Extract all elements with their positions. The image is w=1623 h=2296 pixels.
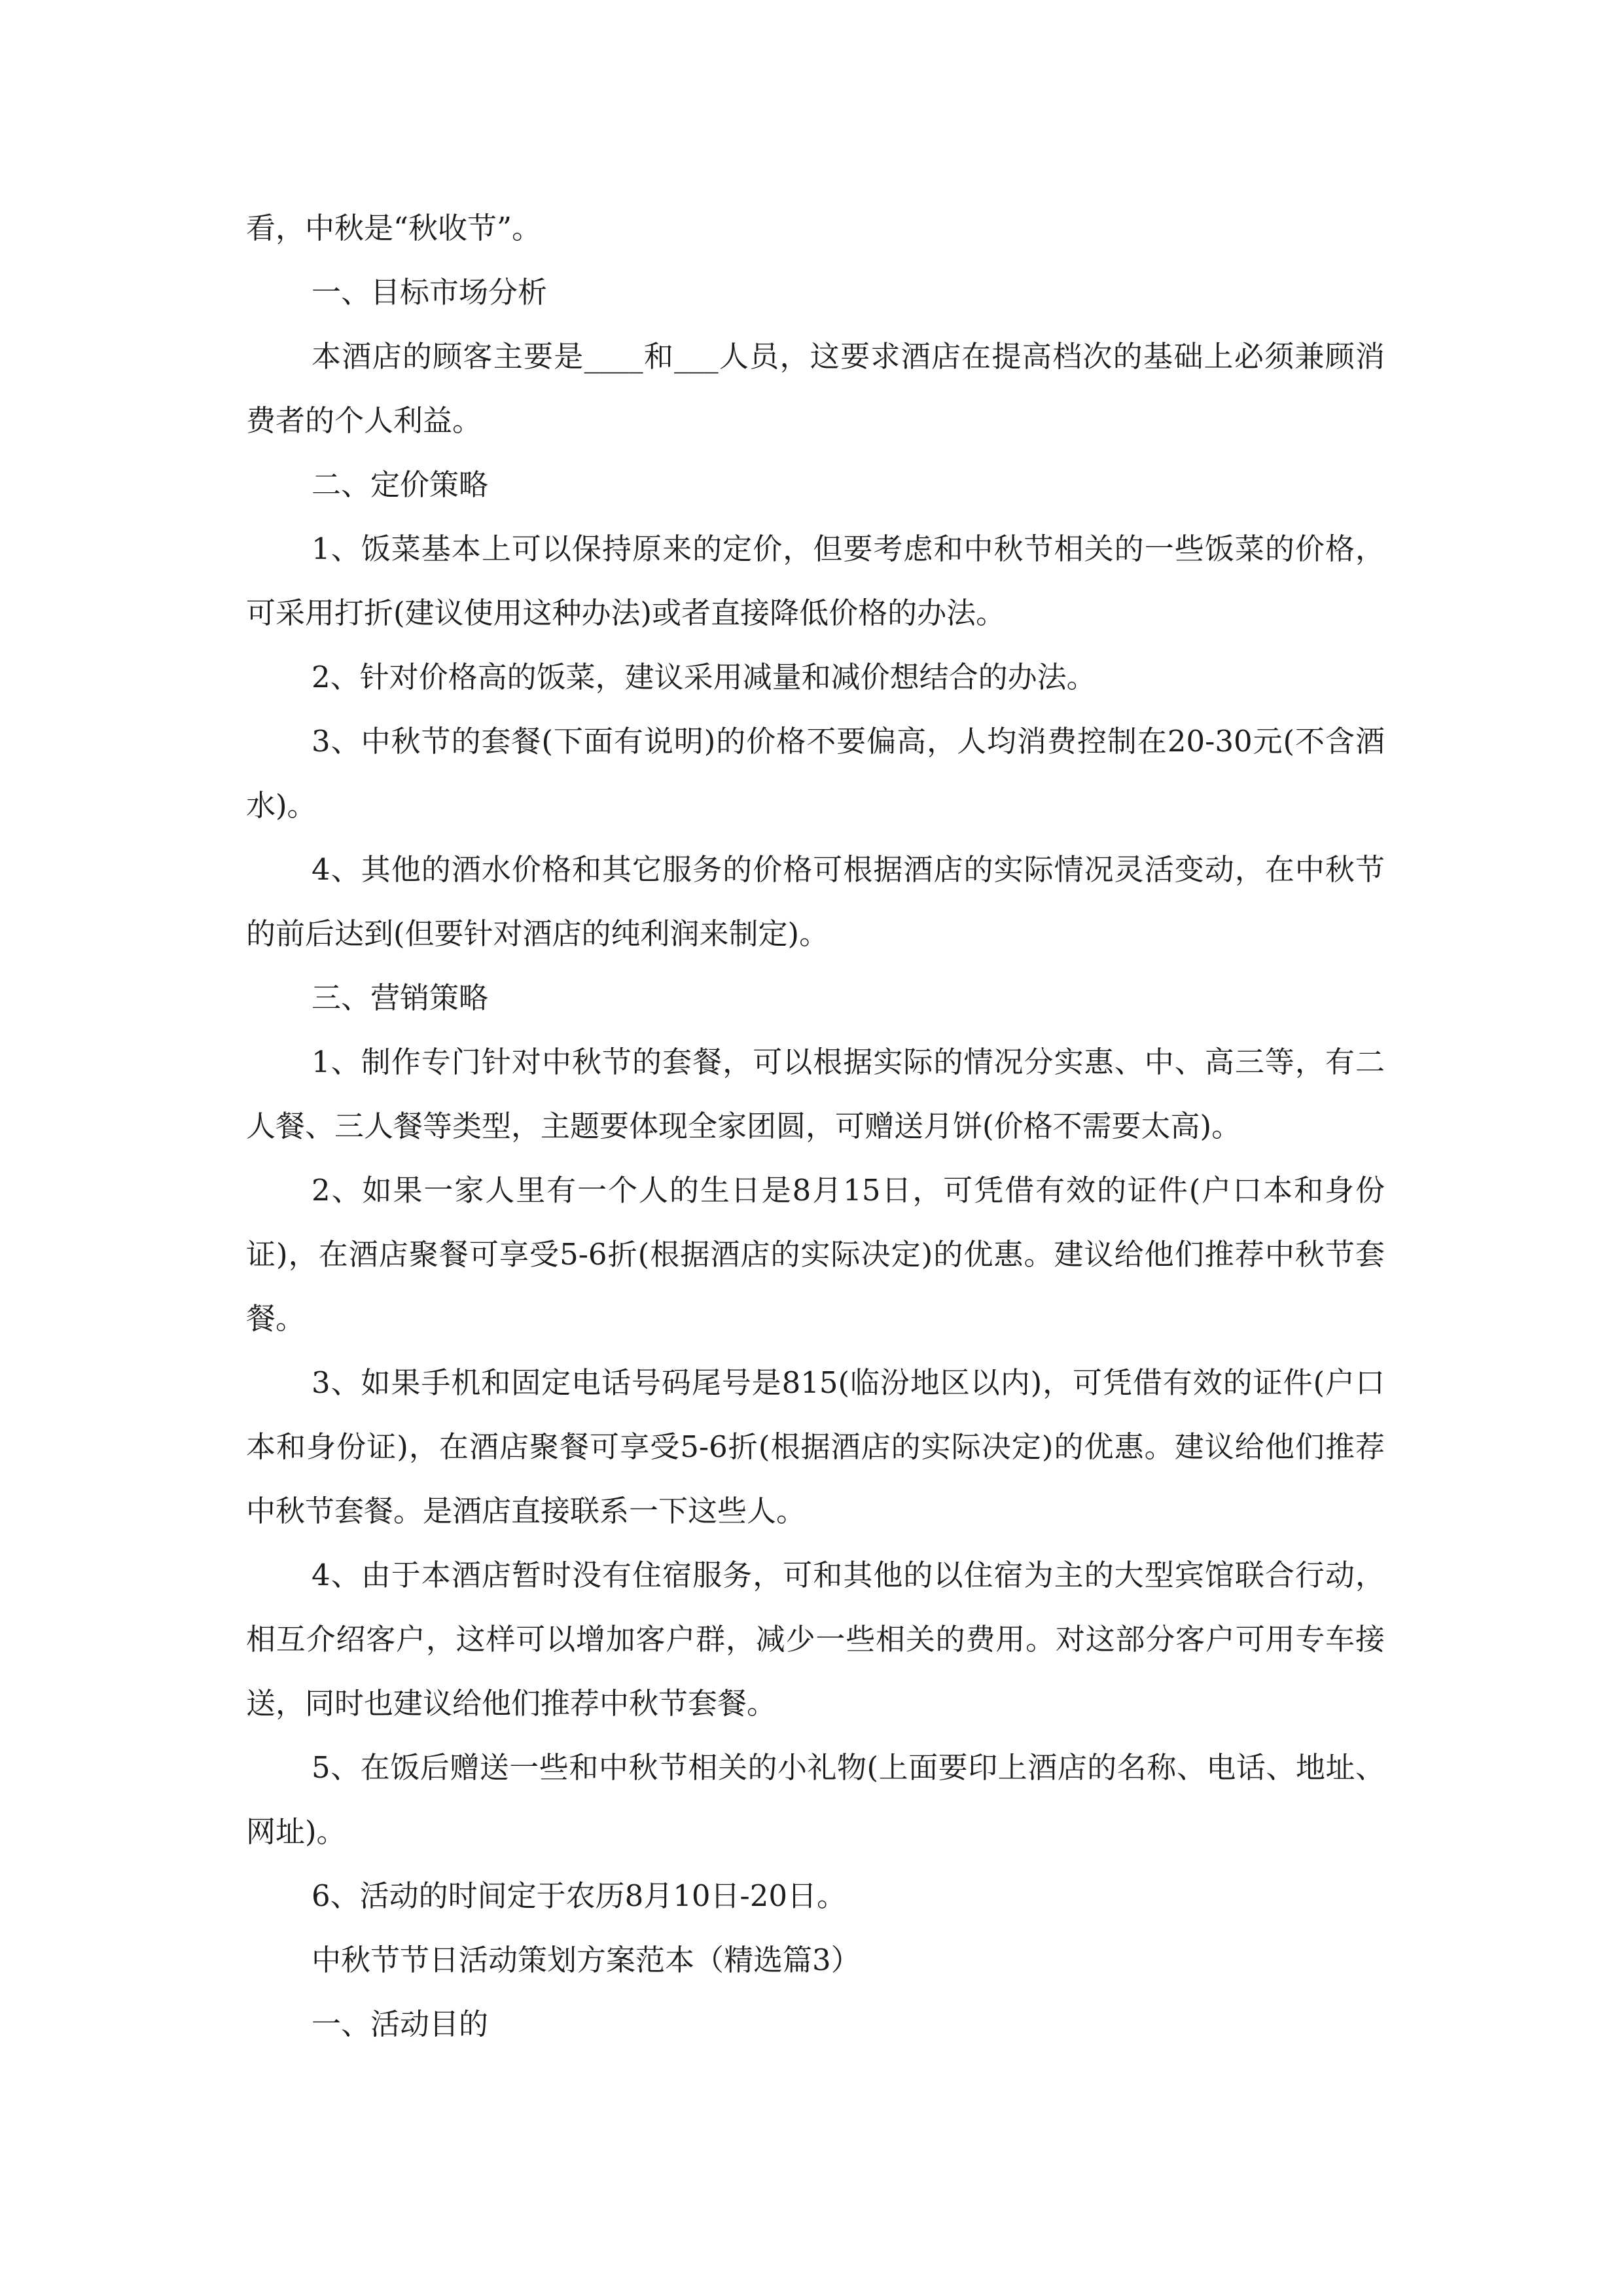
section-heading-target-market: 一、目标市场分析 — [312, 275, 548, 310]
paragraph-pricing-1: 1、饭菜基本上可以保持原来的定价，但要考虑和中秋节相关的一些饭菜的价格，可采用打折(建议使用这种办法)或者直接降低价格的办法。 — [246, 531, 1385, 630]
paragraph-marketing-1: 1、制作专门针对中秋节的套餐，可以根据实际的情况分实惠、中、高三等，有二人餐、三人餐等类型，主题要体现全家团圆，可赠送月饼(价格不需要太高)。 — [246, 1045, 1385, 1143]
paragraph-marketing-5: 5、在饭后赠送一些和中秋节相关的小礼物(上面要印上酒店的名称、电话、地址、网址)。 — [246, 1750, 1385, 1849]
document-body — [246, 196, 1385, 2056]
paragraph-pricing-3: 3、中秋节的套餐(下面有说明)的价格不要偏高，人均消费控制在20-30元(不含酒水)。 — [246, 724, 1385, 823]
paragraph-customers: 本酒店的顾客主要是____和___人员，这要求酒店在提高档次的基础上必须兼顾消费者的个人利益。 — [246, 339, 1385, 438]
paragraph-intro-tail: 看，中秋是“秋收节”。 — [246, 211, 542, 245]
paragraph-pricing-4: 4、其他的酒水价格和其它服务的价格可根据酒店的实际情况灵活变动，在中秋节的前后达到(但要针对酒店的纯利润来制定)。 — [246, 852, 1385, 951]
paragraph-marketing-4: 4、由于本酒店暂时没有住宿服务，可和其他的以住宿为主的大型宾馆联合行动，相互介绍客户，这样可以增加客户群，减少一些相关的费用。对这部分客户可用专车接送，同时也建议给他们推荐中秋节套餐。 — [246, 1558, 1385, 1721]
section-heading-template-3: 中秋节节日活动策划方案范本（精选篇3） — [312, 1943, 861, 1977]
paragraph-marketing-3: 3、如果手机和固定电话号码尾号是815(临汾地区以内)，可凭借有效的证件(户口本和身份证)，在酒店聚餐可享受5-6折(根据酒店的实际决定)的优惠。建议给他们推荐中秋节套餐。是酒店直接联系一下这些人。 — [246, 1365, 1385, 1528]
paragraph-marketing-6: 6、活动的时间定于农历8月10日-20日。 — [312, 1878, 846, 1913]
section-heading-marketing: 三、营销策略 — [312, 980, 489, 1015]
paragraph-pricing-2: 2、针对价格高的饭菜，建议采用减量和减价想结合的办法。 — [312, 660, 1096, 694]
section-heading-activity-purpose: 一、活动目的 — [312, 2007, 489, 2041]
section-heading-pricing: 二、定价策略 — [312, 467, 489, 502]
paragraph-marketing-2: 2、如果一家人里有一个人的生日是8月15日，可凭借有效的证件(户口本和身份证)，在酒店聚餐可享受5-6折(根据酒店的实际决定)的优惠。建议给他们推荐中秋节套餐。 — [246, 1173, 1385, 1336]
